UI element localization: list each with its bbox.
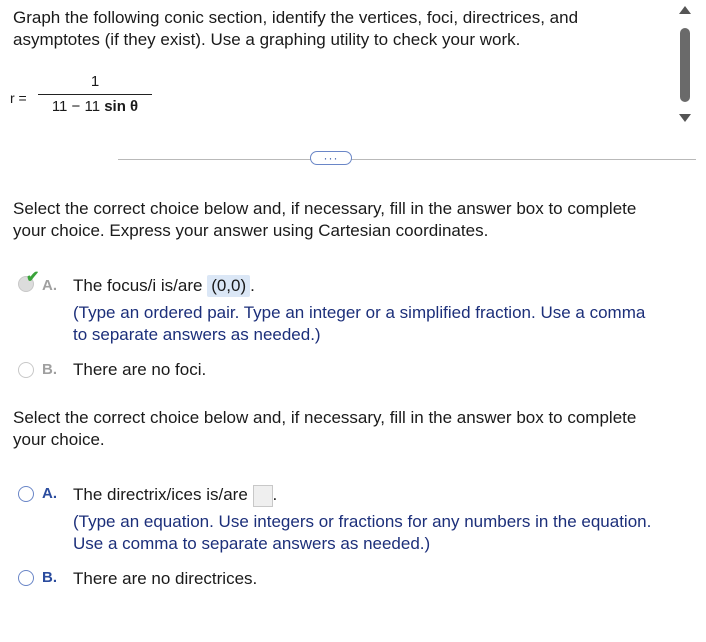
q2-option-a-text: The directrix/ices is/are (73, 485, 248, 504)
equation-fraction (38, 72, 152, 117)
q1-option-a-hint (73, 302, 645, 346)
q1-answer-field[interactable]: (0,0) (207, 275, 250, 297)
q1-hint-line-1: (Type an ordered pair. Type an integer or a simplified fraction. Use a comma (73, 303, 646, 322)
q2-option-a-radio[interactable] (18, 486, 34, 502)
fraction-bar (38, 94, 152, 95)
problem-statement (13, 7, 653, 51)
equation-denominator (38, 97, 152, 117)
denominator-function: sin θ (104, 98, 139, 115)
q1-option-a-letter: A. (42, 277, 57, 294)
q1-option-b-text: There are no foci. (73, 360, 207, 379)
section-divider (118, 159, 696, 160)
problem-line-2: asymptotes (if they exist). Use a graphing utility to check your work. (13, 30, 521, 49)
scroll-down-arrow-icon[interactable] (679, 114, 691, 122)
q1-option-a-suffix: . (250, 276, 255, 295)
problem-line-1: Graph the following conic section, identify the vertices, foci, directrices, and (13, 8, 579, 27)
q1-instructions-line-1: Select the correct choice below and, if necessary, fill in the answer box to complete (13, 199, 637, 218)
equation-numerator: 1 (90, 73, 100, 90)
q2-instructions-line-1: Select the correct choice below and, if necessary, fill in the answer box to complete (13, 408, 637, 427)
equation-lhs: r = (10, 90, 27, 106)
q1-instructions-line-2: your choice. Express your answer using Cartesian coordinates. (13, 221, 489, 240)
q2-option-a-text-row (73, 484, 277, 507)
q2-option-a-letter: A. (42, 485, 57, 502)
q2-answer-field[interactable] (253, 485, 273, 507)
q1-instructions (13, 198, 673, 242)
q2-option-b-radio[interactable] (18, 570, 34, 586)
scrollbar-thumb[interactable] (680, 28, 690, 102)
expand-button[interactable]: ··· (310, 151, 352, 165)
q1-option-b-radio[interactable] (18, 362, 34, 378)
q2-option-b-letter: B. (42, 569, 57, 586)
q1-option-a-text: The focus/i is/are (73, 276, 203, 295)
q1-option-b-letter: B. (42, 361, 57, 378)
q2-option-b-text: There are no directrices. (73, 569, 258, 588)
checkmark-icon: ✔ (26, 269, 40, 286)
q1-hint-line-2: to separate answers as needed.) (73, 325, 321, 344)
scroll-up-arrow-icon[interactable] (679, 6, 691, 14)
q2-instructions (13, 407, 673, 451)
q1-option-a-text-row (73, 275, 255, 297)
q2-hint-line-2: Use a comma to separate answers as needed.) (73, 534, 431, 553)
q2-instructions-line-2: your choice. (13, 430, 105, 449)
q2-option-a-suffix: . (272, 485, 278, 504)
q2-option-a-hint (73, 511, 651, 555)
denominator-number: 11 − 11 (51, 98, 105, 115)
q2-hint-line-1: (Type an equation. Use integers or fractions for any numbers in the equation. (73, 512, 652, 531)
